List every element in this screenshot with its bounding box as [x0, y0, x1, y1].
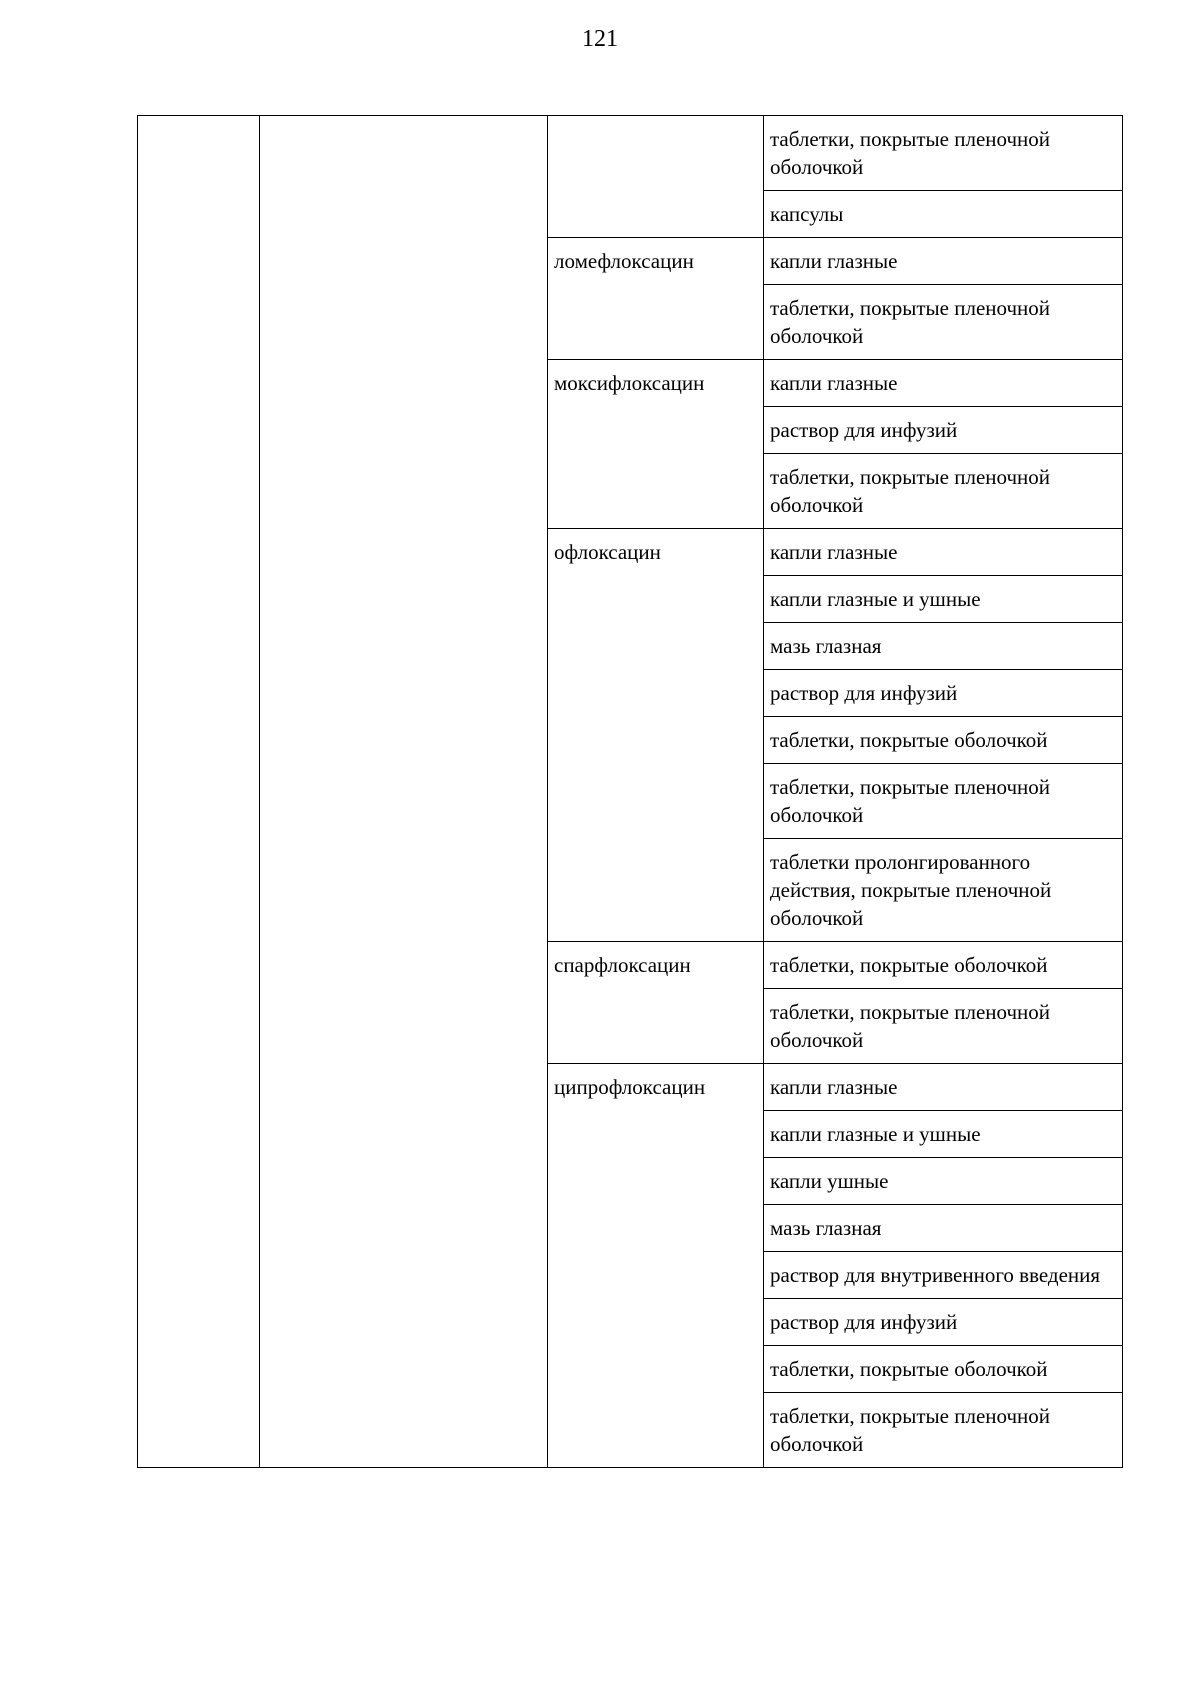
dosage-form-cell: таблетки, покрытые пленочной оболочкой — [764, 764, 1123, 839]
dosage-form-cell: таблетки, покрытые пленочной оболочкой — [764, 1393, 1123, 1468]
drug-name-cell: ломефлоксацин — [548, 238, 764, 360]
atc-code-cell — [138, 116, 260, 1468]
dosage-form-cell: капли глазные — [764, 238, 1123, 285]
dosage-form-cell: мазь глазная — [764, 1205, 1123, 1252]
dosage-form-cell: таблетки, покрытые пленочной оболочкой — [764, 454, 1123, 529]
dosage-form-cell: таблетки пролонгированного действия, покрытые пленочной оболочкой — [764, 839, 1123, 942]
dosage-form-cell: капли глазные и ушные — [764, 576, 1123, 623]
dosage-form-cell: раствор для инфузий — [764, 407, 1123, 454]
dosage-form-cell: мазь глазная — [764, 623, 1123, 670]
dosage-form-cell: таблетки, покрытые пленочной оболочкой — [764, 989, 1123, 1064]
dosage-form-cell: таблетки, покрытые оболочкой — [764, 1346, 1123, 1393]
dosage-form-cell: капли глазные — [764, 1064, 1123, 1111]
dosage-form-cell: таблетки, покрытые оболочкой — [764, 942, 1123, 989]
dosage-form-cell: таблетки, покрытые пленочной оболочкой — [764, 116, 1123, 191]
table-row — [138, 116, 1123, 191]
drug-table-body — [138, 116, 1123, 1468]
drug-name-cell: спарфлоксацин — [548, 942, 764, 1064]
dosage-form-cell: капли глазные — [764, 529, 1123, 576]
drug-name-cell: моксифлоксацин — [548, 360, 764, 529]
dosage-form-cell: капли глазные и ушные — [764, 1111, 1123, 1158]
dosage-form-cell: таблетки, покрытые пленочной оболочкой — [764, 285, 1123, 360]
dosage-form-cell: капли глазные — [764, 360, 1123, 407]
dosage-form-cell: капсулы — [764, 191, 1123, 238]
dosage-form-cell: раствор для инфузий — [764, 670, 1123, 717]
dosage-form-cell: раствор для внутривенного введения — [764, 1252, 1123, 1299]
drug-name-cell — [548, 116, 764, 238]
dosage-form-cell: капли ушные — [764, 1158, 1123, 1205]
dosage-form-cell: раствор для инфузий — [764, 1299, 1123, 1346]
dosage-form-cell: таблетки, покрытые оболочкой — [764, 717, 1123, 764]
drug-name-cell: офлоксацин — [548, 529, 764, 942]
drug-table — [137, 115, 1123, 1468]
anatomical-group-cell — [260, 116, 548, 1468]
page-number: 121 — [582, 26, 618, 52]
drug-name-cell: ципрофлоксацин — [548, 1064, 764, 1468]
